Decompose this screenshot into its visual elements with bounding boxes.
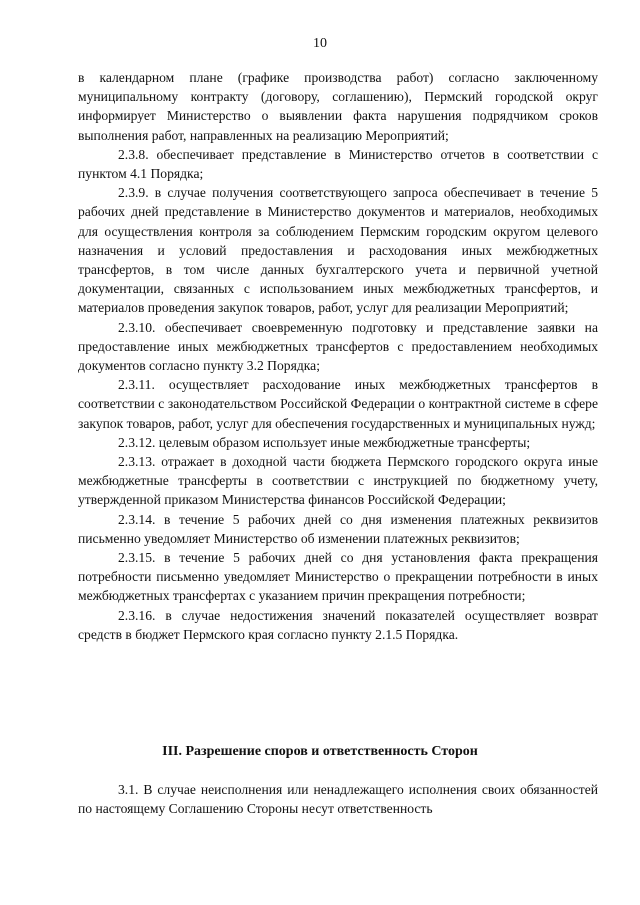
paragraph-2-3-15: 2.3.15. в течение 5 рабочих дней со дня установления факта прекращения потребности письменно уведомляет Министерство о прекращении потребности в иных межбюджетных трансфертах с указанием причин прекращения потребности;	[78, 550, 598, 604]
page-number: 10	[313, 36, 327, 51]
paragraph-continuation: в календарном плане (графике производства работ) согласно заключенному муниципальному контракту (договору, соглашению), Пермский городской округ информирует Министерство о выявлении факта нарушения подрядчиком сроков выполнения работ, направленных на реализацию Мероприятий;	[78, 70, 598, 143]
section-body	[78, 780, 598, 818]
paragraph-2-3-10: 2.3.10. обеспечивает своевременную подготовку и представление заявки на предоставление иных межбюджетных трансфертов с предоставлением необходимых документов согласно пункту 3.2 Порядка;	[78, 319, 598, 374]
document-body	[78, 68, 598, 644]
section-heading: III. Разрешение споров и ответственность Сторон	[162, 744, 478, 759]
paragraph-2-3-8: 2.3.8. обеспечивает представление в Министерство отчетов в соответствии с пунктом 4.1 Порядка;	[78, 146, 598, 182]
paragraph-2-3-13: 2.3.13. отражает в доходной части бюджета Пермского городского округа иные межбюджетные трансферты в соответствии с инструкцией по бюджетному учету, утвержденной приказом Министерства финансов Российской Федерации;	[78, 454, 598, 508]
paragraph-2-3-12: 2.3.12. целевым образом использует иные межбюджетные трансферты;	[118, 434, 531, 450]
paragraph-2-3-11: 2.3.11. осуществляет расходование иных межбюджетных трансфертов в соответствии с законодательством Российской Федерации о контрактной системе в сфере закупок товаров, работ, услуг для обеспечения государственных и муниципальных нужд;	[78, 377, 598, 431]
paragraph-2-3-9: 2.3.9. в случае получения соответствующего запроса обеспечивает в течение 5 рабочих дней представление в Министерство документов и материалов, необходимых для осуществления контроля за соблюдением Пермским городским округом целевого назначения и условий предоставления и расходования иных межбюджетных трансфертов, в том числе данных бухгалтерского учета и первичной учетной документации, связанных с использованием иных межбюджетных трансфертов, и материалов проведения закупок товаров, работ, услуг для реализации Мероприятий;	[78, 185, 598, 316]
paragraph-3-1: 3.1. В случае неисполнения или ненадлежащего исполнения своих обязанностей по настоящему Соглашению Стороны несут ответственность	[78, 782, 598, 817]
paragraph-2-3-14: 2.3.14. в течение 5 рабочих дней со дня изменения платежных реквизитов письменно уведомляет Министерство об изменении платежных реквизитов;	[78, 511, 598, 546]
paragraph-2-3-16: 2.3.16. в случае недостижения значений показателей осуществляет возврат средств в бюджет Пермского края согласно пункту 2.1.5 Порядка.	[78, 607, 598, 642]
